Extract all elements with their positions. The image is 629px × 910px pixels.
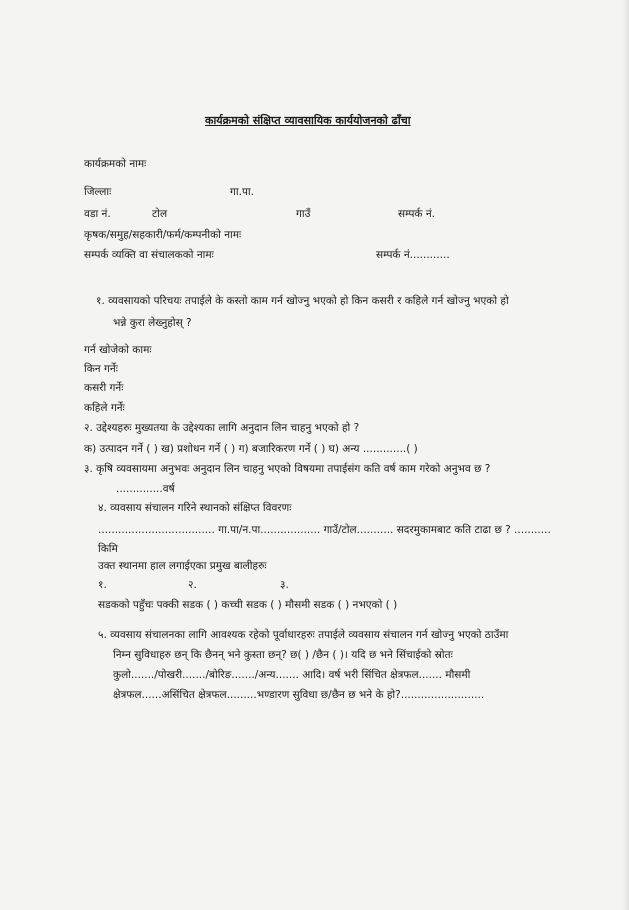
q5-line4: क्षेत्रफल......असिंचित क्षेत्रफल.........भण्डारण सुविधा छ/छैन छ भने के हो?......................... — [113, 689, 485, 701]
form-title: कार्यक्रमको संक्षिप्त व्यावसायिक कार्ययोजनको ढाँचा — [205, 114, 411, 127]
q2-options: क) उत्पादन गर्ने ( ) ख) प्रशोधन गर्ने ( ) ग) बजारिकरण गर्ने ( ) घ) अन्य .............( ) — [84, 443, 418, 455]
page-edge-shadow — [623, 0, 629, 910]
q3-line2: ..............वर्ष — [116, 483, 175, 495]
q4-crops-label: उक्त स्थानमा हाल लगाईएका प्रमुख बालीहरुः — [98, 560, 267, 572]
q1-work-label: गर्न खोजेको कामः — [84, 344, 152, 356]
q5-line2: निम्न सुविधाहरु छन् कि छैनन् भने कुस्ता छन्? छ( ) /छैन ( )। यदि छ भने सिंचाईको स्रोतः — [113, 649, 453, 661]
q5-line3: कुलो......./पोखरी......./बोरिङ......./अन्य....... आदि। वर्ष भरी सिंचित क्षेत्रफल....... मौसमी — [113, 669, 471, 681]
district-label: जिल्लाः — [84, 186, 112, 198]
entity-name-label: कृषक/समुह/सहकारी/फर्म/कम्पनीको नामः — [84, 229, 242, 241]
q3-line1: ३. कृषि व्यवसायमा अनुभवः अनुदान लिन चाहनु भएको विषयमा तपाईसंग कति वर्ष काम गरेको अनुभव छ ? — [84, 463, 491, 475]
village-label: गाउँ — [296, 208, 311, 220]
contact-no-dots-label: सम्पर्क नं............ — [376, 249, 450, 261]
q1-line1: १. व्यवसायको परिचयः तपाईले के कस्तो काम गर्न खोज्नु भएको हो किन कसरी र कहिले गर्न खोज्नु भएको हो — [96, 295, 509, 307]
q4-crop-3: ३. — [280, 579, 289, 591]
rural-municipality-label: गा.पा. — [230, 186, 254, 198]
q1-why-label: किन गर्नेः — [84, 363, 118, 375]
q4-line1: ४. व्यवसाय संचालन गरिने स्थानको संक्षिप्त विवरणः — [98, 502, 292, 514]
q4-road-access: सडकको पहुँचः पक्की सडक ( ) कच्ची सडक ( ) मौसमी सडक ( ) नभएको ( ) — [98, 599, 398, 611]
q1-line2: भन्ने कुरा लेख्नुहोस् ? — [113, 317, 192, 329]
contact-no-label: सम्पर्क नं. — [398, 208, 435, 220]
q1-when-label: कहिले गर्नेः — [84, 402, 125, 414]
q5-line1: ५. व्यवसाय संचालनका लागि आवश्यक रहेको पूर्वाधारहरुः तपाईले व्यवसाय संचालन गर्न खोज्नु भएको ठाउँमा — [98, 629, 509, 641]
program-name-label: कार्यक्रमको नामः — [84, 158, 147, 170]
q1-how-label: कसरी गर्नेः — [84, 382, 124, 394]
q4-line3: किमि — [98, 543, 118, 555]
q4-line2: ................................... गा.पा/न.पा.................. गाउँ/टोल........... सदरमुकामबाट कति टाढा छ ? ........... — [98, 524, 551, 536]
ward-no-label: वडा नं. — [84, 208, 111, 220]
tole-label: टोल — [152, 208, 168, 220]
q4-crop-2: २. — [188, 579, 197, 591]
q4-crop-1: १. — [98, 579, 107, 591]
q2-line1: २. उद्देश्यहरुः मुख्यतया के उद्देश्यका लागि अनुदान लिन चाहनु भएको हो ? — [84, 422, 360, 434]
contact-person-label: सम्पर्क व्यक्ति वा संचालकको नामः — [84, 249, 214, 261]
